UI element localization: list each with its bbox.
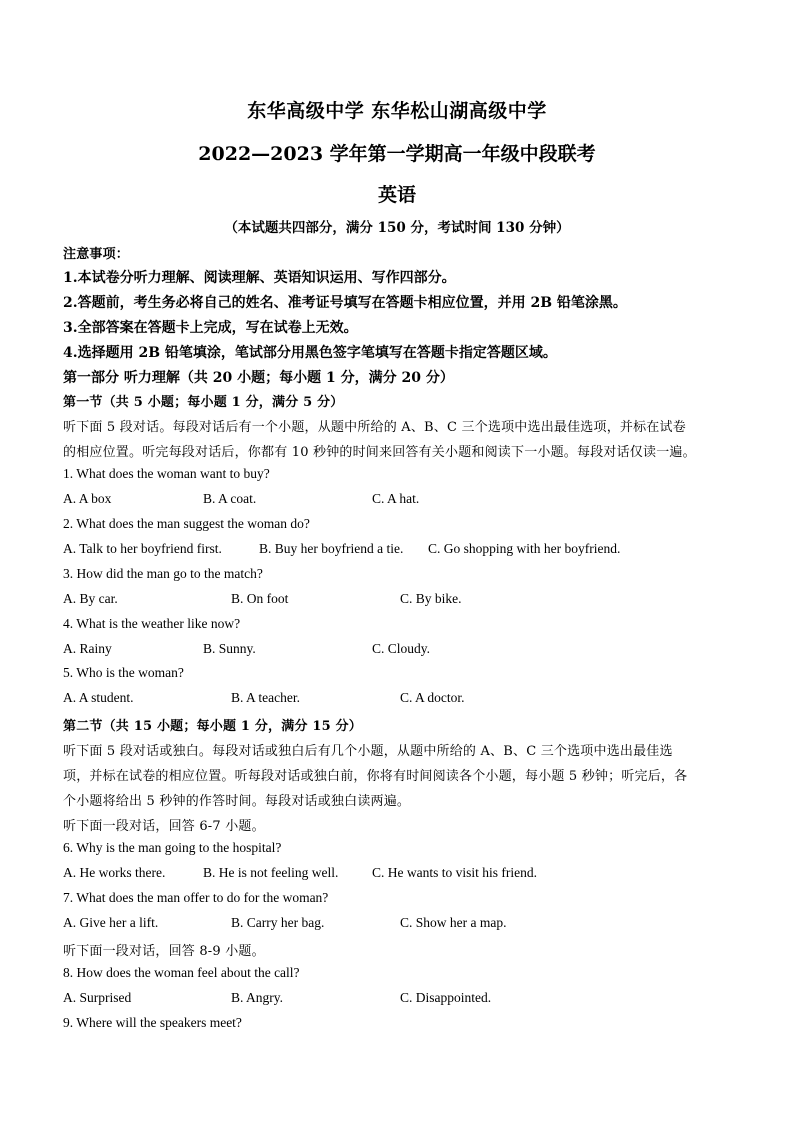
option-c: C. A hat. (372, 491, 420, 506)
option-b: B. A teacher. (231, 690, 300, 705)
question-9: 9. Where will the speakers meet? (63, 1015, 242, 1030)
section2-instructions-line: 项，并标在试卷的相应位置。听每段对话或独白前，你将有时间阅读各个小题，每小题 5 秒钟；听完后，各 (63, 769, 688, 784)
option-b: B. Angry. (231, 990, 284, 1005)
option-c: C. By bike. (400, 591, 462, 606)
section2-title: 第二节（共 15 小题；每小题 1 分，满分 15 分） (63, 719, 362, 734)
exam-info: （本试题共四部分，满分 150 分，考试时间 130 分钟） (224, 220, 570, 236)
option-a: A. He works there. (63, 865, 166, 880)
option-b: B. Carry her bag. (231, 915, 325, 930)
note-item: 4.选择题用 2B 铅笔填涂，笔试部分用黑色签字笔填写在答题卡指定答题区域。 (63, 345, 557, 361)
option-a: A. Give her a lift. (63, 915, 159, 930)
question-7: 7. What does the man offer to do for the woman? (63, 890, 329, 905)
option-b: B. A coat. (203, 491, 257, 506)
school-names: 东华高级中学 东华松山湖高级中学 (247, 100, 547, 122)
note-item: 2.答题前，考生务必将自己的姓名、准考证号填写在答题卡相应位置，并用 2B 铅笔涂黑。 (63, 295, 627, 311)
option-b: B. Sunny. (203, 641, 256, 656)
question-8: 8. How does the woman feel about the call? (63, 965, 300, 980)
option-c: C. Show her a map. (400, 915, 507, 930)
section2-instructions-line: 听下面 5 段对话或独白。每段对话或独白后有几个小题，从题中所给的 A、B、C 三个选项中选出最佳选 (63, 744, 673, 759)
option-a: A. Rainy (63, 641, 112, 656)
note-item: 1.本试卷分听力理解、阅读理解、英语知识运用、写作四部分。 (63, 270, 456, 286)
option-a: A. A student. (63, 690, 134, 705)
option-c: C. Disappointed. (400, 990, 492, 1005)
group-instruction: 听下面一段对话，回答 6-7 小题。 (63, 819, 265, 834)
option-c: C. A doctor. (400, 690, 465, 705)
question-5: 5. Who is the woman? (63, 665, 184, 680)
option-a: A. By car. (63, 591, 118, 606)
option-a: A. Talk to her boyfriend first. (63, 541, 222, 556)
option-b: B. He is not feeling well. (203, 865, 339, 880)
option-c: C. Cloudy. (372, 641, 431, 656)
option-b: B. Buy her boyfriend a tie. (259, 541, 404, 556)
option-b: B. On foot (231, 591, 289, 606)
option-c: C. Go shopping with her boyfriend. (428, 541, 621, 556)
note-item: 3.全部答案在答题卡上完成，写在试卷上无效。 (63, 320, 358, 336)
question-2: 2. What does the man suggest the woman do? (63, 516, 310, 531)
section1-title: 第一节（共 5 小题；每小题 1 分，满分 5 分） (63, 395, 344, 410)
subject-title: 英语 (377, 184, 416, 206)
option-a: A. A box (63, 491, 112, 506)
exam-title: 2022—2023 学年第一学期高一年级中段联考 (198, 143, 596, 165)
option-a: A. Surprised (63, 990, 132, 1005)
question-4: 4. What is the weather like now? (63, 616, 241, 631)
question-6: 6. Why is the man going to the hospital? (63, 840, 282, 855)
notes-title: 注意事项： (63, 247, 130, 262)
section1-instructions-line: 听下面 5 段对话。每段对话后有一个小题，从题中所给的 A、B、C 三个选项中选出最佳选项，并标在试卷 (63, 420, 686, 435)
option-c: C. He wants to visit his friend. (372, 865, 537, 880)
section1-instructions-line: 的相应位置。听完每段对话后，你都有 10 秒钟的时间来回答有关小题和阅读下一小题。每段对话仅读一遍。 (63, 445, 696, 460)
group-instruction: 听下面一段对话，回答 8-9 小题。 (63, 944, 265, 959)
part1-title: 第一部分 听力理解（共 20 小题；每小题 1 分，满分 20 分） (63, 370, 454, 386)
question-3: 3. How did the man go to the match? (63, 566, 263, 581)
section2-instructions-line: 个小题将给出 5 秒钟的作答时间。每段对话或独白读两遍。 (63, 794, 411, 809)
question-1: 1. What does the woman want to buy? (63, 466, 270, 481)
